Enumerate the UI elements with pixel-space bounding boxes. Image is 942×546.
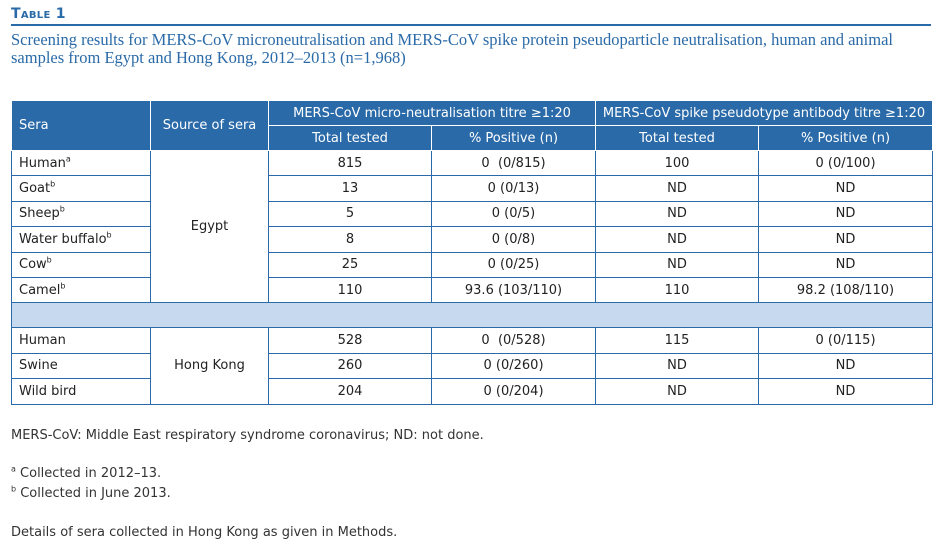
sp-total-cell: ND (596, 227, 759, 252)
table-row (12, 151, 933, 176)
mn-total-cell: 8 (269, 227, 432, 252)
table-row (12, 277, 933, 302)
mn-positive-cell: 0 (0/13) (432, 176, 596, 201)
header-rule (11, 24, 931, 26)
sp-positive-cell: 0 (0/115) (759, 328, 933, 353)
methods-note: Details of sera collected in Hong Kong as given in Methods. (11, 525, 398, 540)
mn-total-cell: 13 (269, 176, 432, 201)
table-row (12, 227, 933, 252)
header-total-tested: Total tested (269, 126, 432, 151)
table-row (12, 176, 933, 201)
sera-cell: Sheep$^b$ (12, 201, 151, 226)
sera-cell: Cow$^b$ (12, 252, 151, 277)
sp-total-cell: ND (596, 379, 759, 404)
sp-positive-cell: ND (759, 227, 933, 252)
mn-positive-cell: 0 (0/204) (432, 379, 596, 404)
sp-positive-cell: 98.2 (108/110) (759, 277, 933, 302)
mn-positive-cell: 93.6 (103/110) (432, 277, 596, 302)
mn-positive-cell: 0 (0/25) (432, 252, 596, 277)
table-row (12, 201, 933, 226)
sera-cell: Goat$^b$ (12, 176, 151, 201)
table-label: Table 1 (11, 6, 66, 22)
sp-positive-cell: ND (759, 201, 933, 226)
header-group-microneutralisation: MERS-CoV micro-neutralisation titre ≥1:20 (269, 101, 596, 126)
source-cell-hong-kong: Hong Kong (151, 328, 269, 404)
sp-positive-cell: ND (759, 353, 933, 378)
mn-total-cell: 110 (269, 277, 432, 302)
header-pct-positive: % Positive (n) (432, 126, 596, 151)
sp-total-cell: ND (596, 201, 759, 226)
mn-positive-cell: 0 (0/8) (432, 227, 596, 252)
abbreviations-note: MERS-CoV: Middle East respiratory syndrome coronavirus; ND: not done. (11, 428, 484, 443)
sera-cell: Human (12, 328, 151, 353)
source-cell-egypt: Egypt (151, 151, 269, 303)
mn-total-cell: 204 (269, 379, 432, 404)
sera-cell: Water buffalo$^b$ (12, 227, 151, 252)
header-source: Source of sera (151, 101, 269, 151)
header-group-spike-pseudotype: MERS-CoV spike pseudotype antibody titre ≥1:20 (596, 101, 933, 126)
table-row (12, 328, 933, 353)
sp-positive-cell: ND (759, 379, 933, 404)
sp-total-cell: ND (596, 176, 759, 201)
mn-total-cell: 528 (269, 328, 432, 353)
mn-positive-cell: 0 (0/815) (432, 151, 596, 176)
header-sera: Sera (12, 101, 151, 151)
table-row (12, 379, 933, 404)
mn-positive-cell: 0 (0/260) (432, 353, 596, 378)
sp-total-cell: 115 (596, 328, 759, 353)
results-table (11, 100, 933, 405)
table-row (12, 353, 933, 378)
sp-total-cell: ND (596, 353, 759, 378)
sp-total-cell: 110 (596, 277, 759, 302)
sera-cell: Wild bird (12, 379, 151, 404)
section-divider (12, 303, 933, 328)
sp-positive-cell: 0 (0/100) (759, 151, 933, 176)
mn-total-cell: 815 (269, 151, 432, 176)
sp-total-cell: ND (596, 252, 759, 277)
mn-positive-cell: 0 (0/528) (432, 328, 596, 353)
footnote-a: $^a$ Collected in 2012–13. (11, 464, 162, 481)
mn-total-cell: 25 (269, 252, 432, 277)
section-divider-row (12, 303, 933, 328)
sp-positive-cell: ND (759, 252, 933, 277)
sp-positive-cell: ND (759, 176, 933, 201)
mn-total-cell: 5 (269, 201, 432, 226)
sp-total-cell: 100 (596, 151, 759, 176)
mn-positive-cell: 0 (0/5) (432, 201, 596, 226)
mn-total-cell: 260 (269, 353, 432, 378)
table-caption: Screening results for MERS-CoV microneutralisation and MERS-CoV spike protein pseudoparticle neutralisation, human and animal samples from Egypt and Hong Kong, 2012–2013 (n=1,968) (11, 30, 893, 67)
header-total-tested: Total tested (596, 126, 759, 151)
table-row (12, 252, 933, 277)
footnote-b: $^b$ Collected in June 2013. (11, 484, 171, 501)
sera-cell: Swine (12, 353, 151, 378)
header-pct-positive: % Positive (n) (759, 126, 933, 151)
sera-cell: Camel$^b$ (12, 277, 151, 302)
sera-cell: Human$^a$ (12, 151, 151, 176)
